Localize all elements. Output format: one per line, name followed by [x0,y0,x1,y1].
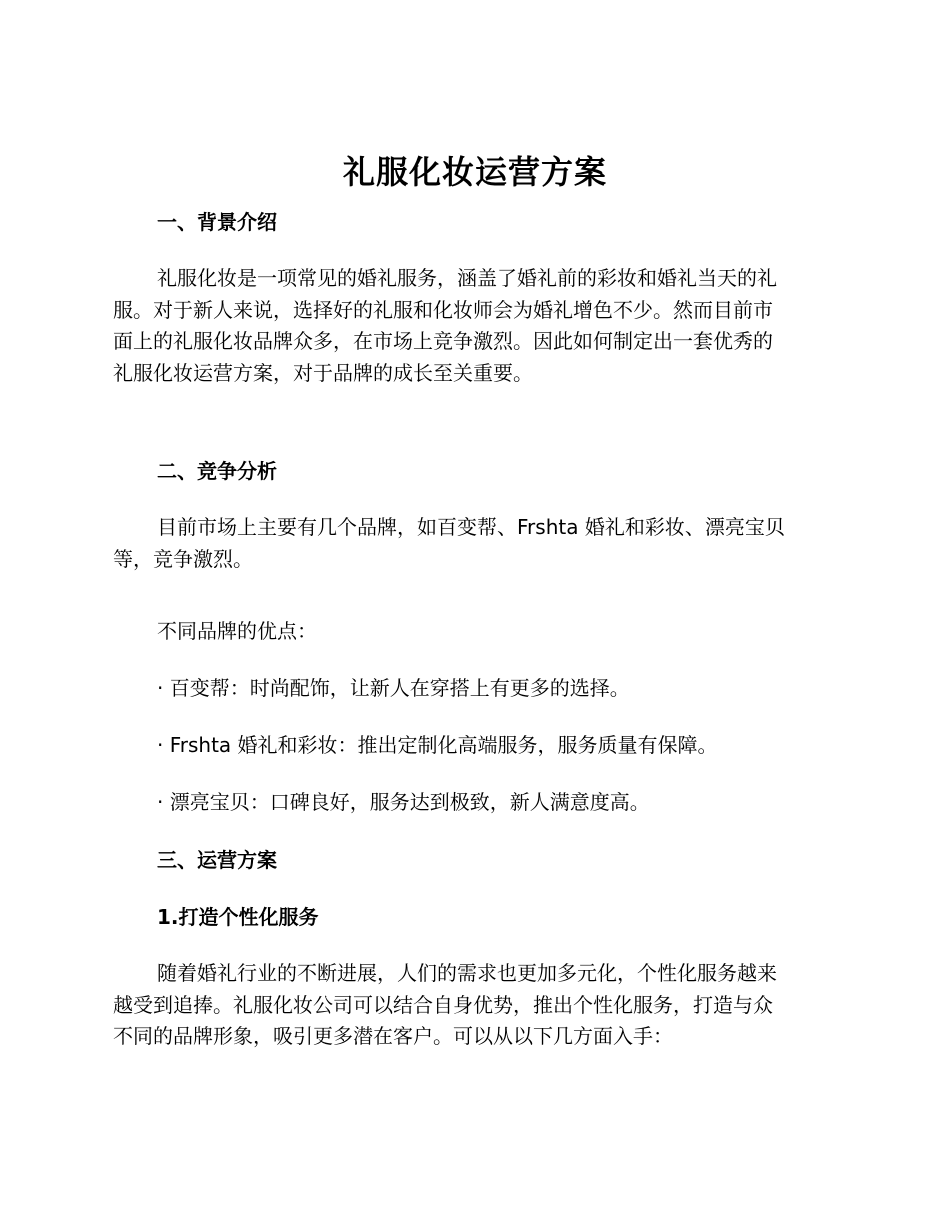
section-heading-background: 一、背景介绍 [157,210,277,234]
paragraph-line: 礼服化妆是一项常见的婚礼服务，涵盖了婚礼前的彩妆和婚礼当天的礼 [157,266,777,290]
document-title: 礼服化妆运营方案 [342,153,607,191]
advantages-label: 不同品牌的优点： [157,619,317,643]
paragraph-line: 等，竞争激烈。 [113,546,253,571]
bullet-item: · Frshta 婚礼和彩妆：推出定制化高端服务，服务质量有保障。 [157,733,718,757]
paragraph-line: 服。对于新人来说，选择好的礼服和化妆师会为婚礼增色不少。然而目前市 [113,297,773,322]
background-paragraph [113,263,833,389]
bullet-item: · 百变帮：时尚配饰，让新人在穿搭上有更多的选择。 [157,676,630,700]
paragraph-line: 目前市场上主要有几个品牌，如百变帮、Frshta 婚礼和彩妆、漂亮宝贝 [157,515,785,539]
paragraph-line: 不同的品牌形象，吸引更多潜在客户。可以从以下几方面入手： [113,1024,673,1049]
paragraph-line: 越受到追捧。礼服化妆公司可以结合自身优势，推出个性化服务，打造与众 [113,992,773,1017]
subsection-heading-personalized: 1.打造个性化服务 [157,905,319,929]
personalized-paragraph [113,958,833,1053]
section-heading-operations: 三、运营方案 [157,848,277,872]
paragraph-line: 随着婚礼行业的不断进展，人们的需求也更加多元化，个性化服务越来 [157,961,777,985]
paragraph-line: 礼服化妆运营方案，对于品牌的成长至关重要。 [113,360,533,385]
paragraph-line: 面上的礼服化妆品牌众多，在市场上竞争激烈。因此如何制定出一套优秀的 [113,329,773,354]
competition-paragraph [113,512,833,575]
bullet-item: · 漂亮宝贝：口碑良好，服务达到极致，新人满意度高。 [157,790,650,814]
section-heading-competition: 二、竞争分析 [157,459,277,483]
